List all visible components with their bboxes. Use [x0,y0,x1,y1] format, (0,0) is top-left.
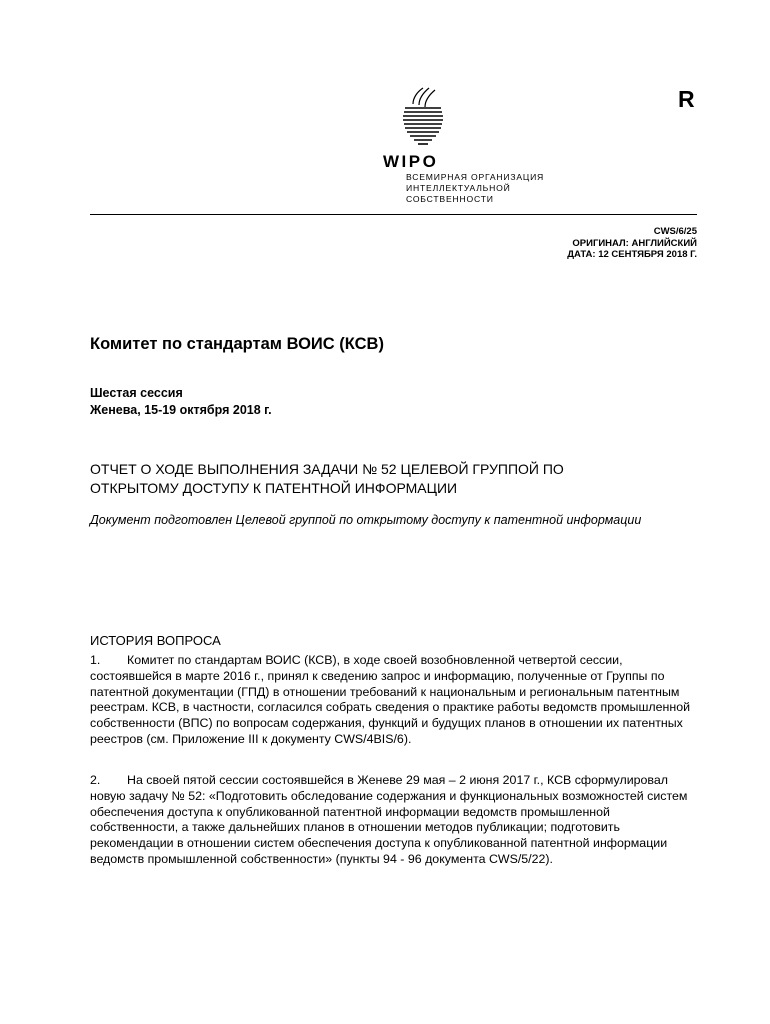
original-language: ОРИГИНАЛ: АНГЛИЙСКИЙ [572,237,697,249]
document-title [90,460,690,498]
paragraph-text: На своей пятой сессии состоявшейся в Женеве 29 мая – 2 июня 2017 г., КСВ сформулировал новую задачу № 52: «Подготовить обследование содержания и функциональных возможностей систем обеспечения доступа к опубликованной патентной информации ведомств промышленной собственности, а также дальнейших планов в отношении методов публикации; подготовить рекомендации в отношении систем обеспечения доступа к опубликованной патентной информации ведомств промышленной собственности» (пункты 94 - 96 документа CWS/5/22). [90,773,688,866]
document-code: CWS/6/25 [653,226,697,237]
paragraph-number: 2. [90,773,101,787]
section-heading: ИСТОРИЯ ВОПРОСА [90,633,221,648]
logo-subtitle-line: СОБСТВЕННОСТИ [406,194,494,204]
logo-subtitle-line: ВСЕМИРНАЯ ОРГАНИЗАЦИЯ [406,172,545,182]
paragraph-number: 1. [90,653,101,667]
document-date: ДАТА: 12 СЕНТЯБРЯ 2018 Г. [567,249,697,260]
paragraph-1 [90,653,690,748]
paragraph-2 [90,773,690,868]
session-name: Шестая сессия [90,386,183,400]
paragraph-text: Комитет по стандартам ВОИС (КСВ), в ходе своей возобновленной четвертой сессии, состоявшейся в марте 2016 г., принял к сведению запрос и информацию, полученные от Группы по патентной документации (ГПД) в отношении требований к национальным и региональным патентным реестрам. КСВ, в частности, согласился собрать сведения о практике работы ведомств промышленной собственности (ВПС) по вопросам содержания, функций и будущих планов в отношении их патентных реестров (см. Приложение III к документу CWS/4BIS/6). [90,653,691,746]
session-place-dates: Женева, 15-19 октября 2018 г. [90,403,272,417]
document-title-line: ОТЧЕТ О ХОДЕ ВЫПОЛНЕНИЯ ЗАДАЧИ № 52 ЦЕЛЕВОЙ ГРУППОЙ ПО [90,461,564,477]
header-divider [90,214,697,215]
committee-title: Комитет по стандартам ВОИС (КСВ) [90,335,384,353]
document-title-line: ОТКРЫТОМУ ДОСТУПУ К ПАТЕНТНОЙ ИНФОРМАЦИИ [90,480,458,496]
prepared-by: Документ подготовлен Целевой группой по открытому доступу к патентной информации [90,513,642,527]
wipo-emblem-icon [383,84,463,154]
logo-wordmark: WIPO [383,152,439,171]
document-meta [567,226,697,261]
logo-subtitle [406,172,544,205]
logo-subtitle-line: ИНТЕЛЛЕКТУАЛЬНОЙ [406,183,511,193]
session-info [90,385,272,419]
language-code-letter: R [678,86,695,112]
wipo-logo [383,84,583,208]
